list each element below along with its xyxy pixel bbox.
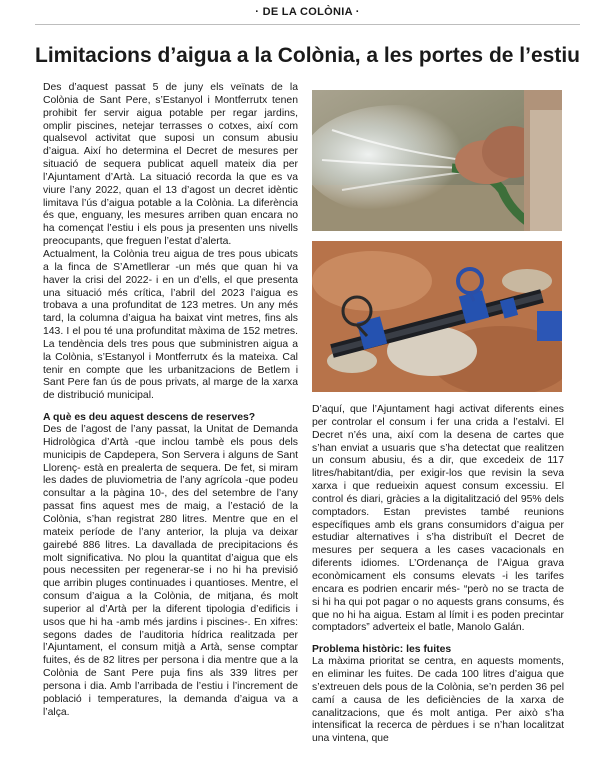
section-label: · DE LA COLÒNIA · — [255, 6, 360, 18]
paragraph: Actualment, la Colònia treu aigua de tres pous ubicats a la finca de S’Ametllerar -un més que quan hi va haver la crisi del 2022- i en un d’ells, el que presenta una situació més crítica, l’abril del 2023 l’aigua es trobava a una profunditat de 123 metres. Un any més tard, la columna d’aigua ha baixat vint metres, fins als 143. I el pou té una profunditat màxima de 152 metres. La tendència dels tres pous que subministren aigua a la Colònia, s’Estanyol i Montferrutx és la mateixa. Cal tenir en compte que les urbanitzacions de Betlem i Sant Pere fan ús de pous privats, al marge de la xarxa de distribució municipal. — [43, 248, 298, 402]
subheading: Problema històric: les fuites — [312, 644, 452, 656]
paragraph: Des d’aquest passat 5 de juny els veïnats de la Colònia de Sant Pere, s’Estanyol i Montferrutx tenen prohibit fer servir aigua potable per regar jardins, omplir piscines, netejar terrasses o cotxes, així com qualsevol activitat que suposi un consum abusiu d’aigua. Així ho determina el Decret de mesures per situació de sequera publicat aquell mateix dia per l’Ajuntament d’Artà. La situació recorda la que es va viure l’any 2022, quan el 13 d’agost un decret idèntic limitava l’ús d’aigua potable a la Colònia. La diferència és que, enguany, les mesures arriben quan encara no ha començat l’estiu i els pous ja presenten uns nivells preocupants, que freguen l’estat d’alerta. — [43, 82, 298, 248]
hose-water-image — [312, 90, 562, 231]
paragraph: Des de l’agost de l’any passat, la Unitat de Demanda Hidrològica d’Artà -que inclou tambè els pous dels municipis de Capdepera, Son Servera i alguns de Sant Llorenç- està en prealerta de sequera. De fet, si miram les dades de pluviometria de l’any agrícola -que podeu consultar a la pàgina 10-, des del setembre de l’any passat fins aquest mes de maig, a l’estació de la Colònia, s’han registrat 280 litres. Mentre que en el mateix període de l’any anterior, la pluja va deixar gairebé 886 litres. La davallada de precipitacions és molt significativa. No plou la quantitat d’aigua que els pous necessiten per regenerar-se i no hi ha previsió que arribin pluges continuades i quantioses. Mentre, el consum d’aigua a la Colònia, de mitjana, és molt superior al d’Artà per la diferent tipologia d’edificis i usos que hi ha -amb més jardins i piscines-. En xifres: segons dades de l’auditoria hídrica realitzada per l’Ajuntament, el consum mitjà a Artà, sense comptar fuites, és de 82 litres per persona i dia mentre que a la Colònia de Sant Pere puja fins als 339 litres per persona i dia. Amb l’arribada de l’estiu i l’increment de població i temperatures, la demanda d’aigua va a l’alça. — [43, 424, 298, 718]
pipe-valves-photo — [312, 241, 562, 392]
left-column — [43, 82, 298, 782]
pipe-valves-image — [312, 241, 562, 392]
paragraph: D’aquí, que l’Ajuntament hagi activat diferents eines per controlar el consum i fer una crida a l’estalvi. El Decret n’és una, així com la desena de cartes que s’han enviat a usuaris que s’ha detectat que realitzen un consum abusiu, és a dir, que excedeix de 117 litres/habitant/dia, per exigir-los que revisin la seva xarxa i que redueixin aquest consum excessiu. El control és diari, gràcies a la digitalització del 95% dels comptadors. Estan previstes també reunions específiques amb els grans consumidors d’aigua per estudiar alternatives i s’ha distribuït el Decret de mesures per sequera a les cases vacacionals en diferents idiomes. L’Ordenança de l’Aigua grava econòmicament els consums elevats -i les tarifes encara es podrien encarir més- “però no se tracta de si hi ha qui pot pagar o no aquests grans consums, és que no hi ha aigua. Estam al límit i es poden precintar comptadors” adverteix el batle, Manolo Galán. — [312, 404, 564, 634]
paragraph: La màxima prioritat se centra, en aquests moments, en eliminar les fuites. De cada 100 litres d’aigua que s’extreuen dels pous de la Colònia, se’n perden 36 pel camí a causa de les deficiències de la xarxa de canalitzacions, que és molt antiga. Per això s’ha intensificat la recerca de pèrdues i se n’han localitzat una vintena, que — [312, 656, 564, 745]
right-column — [312, 404, 564, 782]
subheading: A què es deu aquest descens de reserves? — [43, 412, 256, 424]
hose-water-photo — [312, 90, 562, 231]
article-title: Limitacions d’aigua a la Colònia, a les portes de l’estiu — [35, 44, 580, 68]
section-divider — [35, 24, 580, 25]
